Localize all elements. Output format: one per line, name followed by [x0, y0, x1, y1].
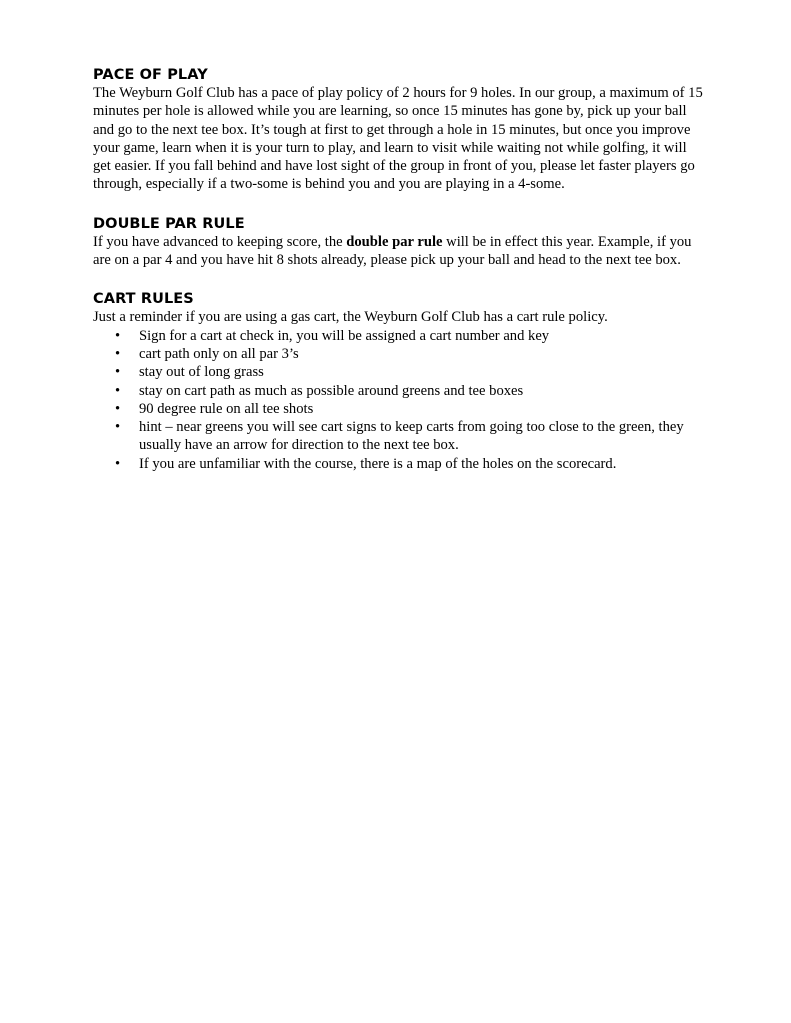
cart-rules-section: [93, 288, 703, 473]
list-item: [115, 345, 703, 363]
list-item-text: 90 degree rule on all tee shots: [139, 400, 314, 417]
bullet-icon: •: [115, 419, 121, 436]
pace-of-play-heading: PACE OF PLAY: [93, 67, 208, 83]
cart-rules-intro: Just a reminder if you are using a gas cart, the Weyburn Golf Club has a cart rule policy.: [93, 309, 608, 326]
pace-of-play-body: The Weyburn Golf Club has a pace of play policy of 2 hours for 9 holes. In our group, a maximum of 15 minutes per hole is allowed while you are learning, so once 15 minutes has gone by, pick up your ball and go to the next tee box. It’s tough at first to get through a hole in 15 minutes, but once you improve your game, learn when it is your turn to play, and learn to visit while waiting not while golfing, it will get easier. If you fall behind and have lost sight of the group in front of you, please let faster players go through, especially if a two-some is behind you and you are playing in a 4-some.: [93, 85, 703, 193]
list-item: [115, 418, 703, 455]
double-par-body-end: will be in effect this year. Example, if you are on a par 4 and you have hit 8 shots already, please pick up your ball and head to the next tee box.: [93, 233, 692, 269]
double-par-body: [93, 233, 703, 270]
list-item-text: stay out of long grass: [139, 364, 264, 381]
bullet-icon: •: [115, 382, 121, 399]
double-par-body-start: If you have advanced to keeping score, the: [93, 233, 347, 250]
cart-rules-heading: CART RULES: [93, 291, 194, 308]
bullet-icon: •: [115, 327, 121, 344]
list-item-text: cart path only on all par 3’s: [139, 345, 299, 362]
cart-rules-list: [93, 327, 703, 473]
double-par-section: [93, 213, 703, 270]
list-item-text: stay on cart path as much as possible around greens and tee boxes: [139, 382, 524, 399]
list-item: [115, 363, 703, 381]
double-par-rule-bold: double par rule: [346, 233, 443, 250]
bullet-icon: •: [115, 455, 121, 472]
pace-of-play-section: [93, 64, 703, 194]
document-page: [93, 64, 703, 492]
list-item-text: If you are unfamiliar with the course, there is a map of the holes on the scorecard.: [139, 455, 617, 472]
list-item: [115, 455, 703, 473]
list-item-text: hint – near greens you will see cart signs to keep carts from going too close to the green, they usually have an arrow for direction to the next tee box.: [139, 419, 684, 454]
list-item: [115, 382, 703, 400]
list-item: [115, 400, 703, 418]
bullet-icon: •: [115, 400, 121, 417]
list-item-text: Sign for a cart at check in, you will be assigned a cart number and key: [139, 327, 550, 344]
list-item: [115, 327, 703, 345]
bullet-icon: •: [115, 364, 121, 381]
double-par-heading: DOUBLE PAR RULE: [93, 215, 245, 232]
bullet-icon: •: [115, 345, 121, 362]
